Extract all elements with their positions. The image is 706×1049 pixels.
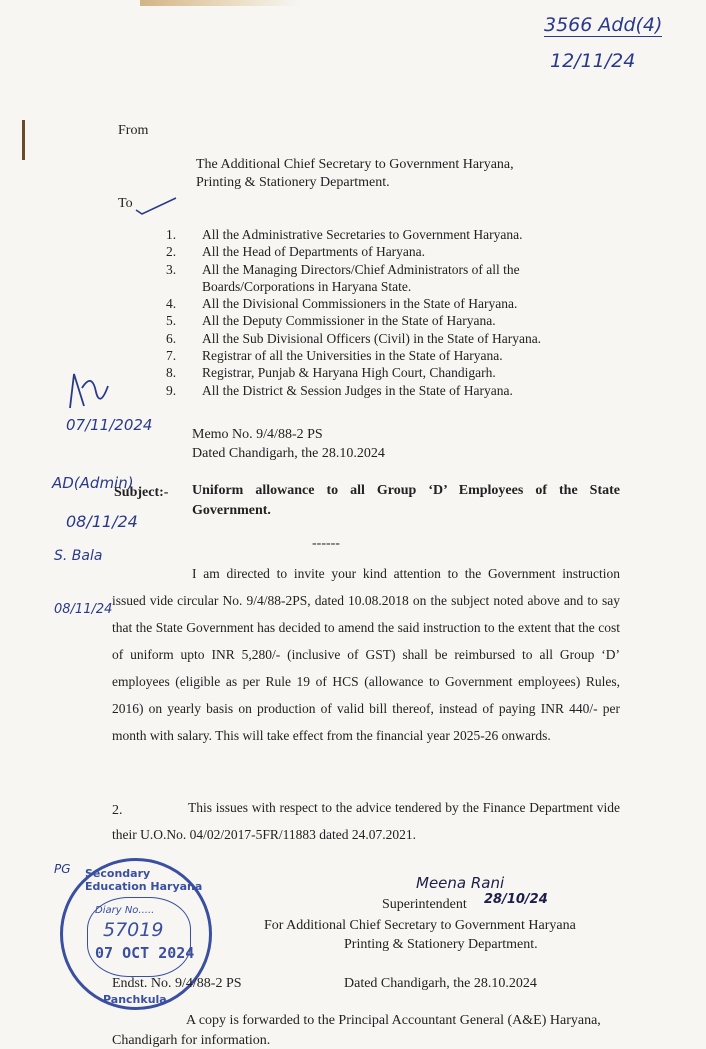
recipient-number: 1. — [166, 227, 177, 242]
subject-label: Subject:- — [114, 485, 169, 500]
tick-mark-icon — [132, 196, 178, 216]
recipient-text: All the Sub Divisional Officers (Civil) in the State of Haryana. — [202, 330, 542, 346]
recipient-text: All the Administrative Secretaries to Government Haryana. — [202, 227, 523, 242]
recipient-text: All the District & Session Judges in the State of Haryana. — [202, 382, 513, 398]
body-paragraph-2-text: This issues with respect to the advice tendered by the Finance Department vide their U.O.No. 04/02/2017-5FR/11883 dated 24.07.2021. — [112, 800, 620, 842]
handwritten-initials: S. Bala — [54, 548, 103, 564]
stamp-diary-number: 57019 — [103, 919, 164, 941]
recipient-list — [166, 226, 596, 399]
handwritten-diary-number: 3566 Add(4) — [544, 14, 663, 36]
recipient-item — [166, 226, 596, 243]
recipient-number: 2. — [166, 244, 177, 260]
recipient-text: All the Divisional Commissioners in the State of Haryana. — [202, 296, 518, 312]
signatory-line-1: For Additional Chief Secretary to Government Haryana — [264, 918, 576, 933]
body-paragraph-2 — [112, 794, 620, 848]
handwritten-signature: Meena Rani — [416, 874, 505, 892]
endorsement-copy-text-2: Chandigarh for information. — [112, 1033, 271, 1048]
signatory-designation: Superintendent — [382, 897, 467, 912]
body-paragraph-1 — [112, 560, 620, 749]
to-label: To — [118, 196, 133, 211]
recipient-text: All the Head of Departments of Haryana. — [202, 244, 426, 260]
recipient-number: 3. — [166, 261, 177, 277]
recipient-item — [166, 382, 596, 399]
handwritten-ad-date: 08/11/24 — [66, 512, 138, 531]
memo-date: Dated Chandigarh, the 28.10.2024 — [192, 446, 385, 461]
recipient-number: 7. — [166, 348, 177, 364]
stamp-place: Panchkula — [103, 993, 167, 1006]
recipient-text: Registrar, Punjab & Haryana High Court, Chandigarh. — [202, 365, 496, 381]
recipient-number: 5. — [166, 313, 177, 329]
subject-line-2: Government. — [192, 503, 271, 518]
handwritten-diary-date: 12/11/24 — [550, 50, 636, 72]
handwritten-signature-date: 28/10/24 — [484, 892, 548, 907]
body-paragraph-2-number: 2. — [112, 803, 123, 818]
recipient-text: All the Managing Directors/Chief Administrators of all the — [202, 261, 520, 277]
subject-line-1: Uniform allowance to all Group ‘D’ Employees of the State — [192, 483, 620, 498]
from-label: From — [118, 123, 149, 138]
recipient-item — [166, 295, 596, 312]
recipient-number: 9. — [166, 382, 177, 398]
page-edge-mark — [22, 120, 25, 160]
handwritten-initials-date: 08/11/24 — [54, 602, 113, 617]
stamp-date: 07 OCT 2024 — [95, 944, 195, 962]
signatory-line-2: Printing & Stationery Department. — [344, 937, 538, 952]
margin-initials-icon — [62, 368, 112, 414]
recipient-text: Registrar of all the Universities in the State of Haryana. — [202, 348, 503, 364]
recipient-item — [166, 261, 596, 278]
endorsement-date: Dated Chandigarh, the 28.10.2024 — [344, 976, 537, 991]
body-paragraph-1-text: I am directed to invite your kind attention to the Government instruction issued vide circular No. 9/4/88-2PS, dated 10.08.2018 on the subject noted above and to say that the State Government has decided to amend the said instruction to the extent that the cost of uniform upto INR 5,280/- (inclusive of GST) shall be reimbursed to all Group ‘D’ employees (eligible as per Rule 19 of HCS (allowance to Government employees) Rules, 2016) on yearly basis on production of valid bill thereof, instead of paying INR 440/- per month with salary. This will take effect from the financial year 2025-26 onwards. — [112, 566, 620, 743]
separator-line: ------ — [312, 536, 340, 551]
recipient-text: All the Deputy Commissioner in the State of Haryana. — [202, 313, 496, 329]
recipient-number: 6. — [166, 330, 177, 346]
recipient-item — [166, 364, 596, 381]
handwritten-pg: PG — [54, 862, 71, 876]
recipient-text: Boards/Corporations in Haryana State. — [202, 278, 412, 294]
recipient-number: 4. — [166, 296, 177, 312]
memo-number: Memo No. 9/4/88-2 PS — [192, 427, 323, 442]
recipient-item — [166, 312, 596, 329]
recipient-item — [166, 243, 596, 260]
recipient-item — [166, 330, 596, 347]
sender-line-1: The Additional Chief Secretary to Government Haryana, — [196, 157, 514, 172]
handwritten-ad-admin: AD(Admin) — [52, 474, 134, 492]
stamp-diary-label: Diary No..... — [95, 905, 155, 916]
recipient-number: 8. — [166, 365, 177, 381]
handwritten-margin-date: 07/11/2024 — [66, 416, 153, 434]
page-edge-shadow — [140, 0, 300, 6]
recipient-item-continued — [166, 278, 596, 295]
sender-line-2: Printing & Stationery Department. — [196, 175, 390, 190]
stamp-ring-text: Secondary Education Haryana — [85, 867, 203, 893]
endorsement-copy-text: A copy is forwarded to the Principal Accountant General (A&E) Haryana, — [186, 1013, 601, 1028]
recipient-item — [166, 347, 596, 364]
endorsement-number: Endst. No. 9/4/88-2 PS — [112, 976, 242, 991]
